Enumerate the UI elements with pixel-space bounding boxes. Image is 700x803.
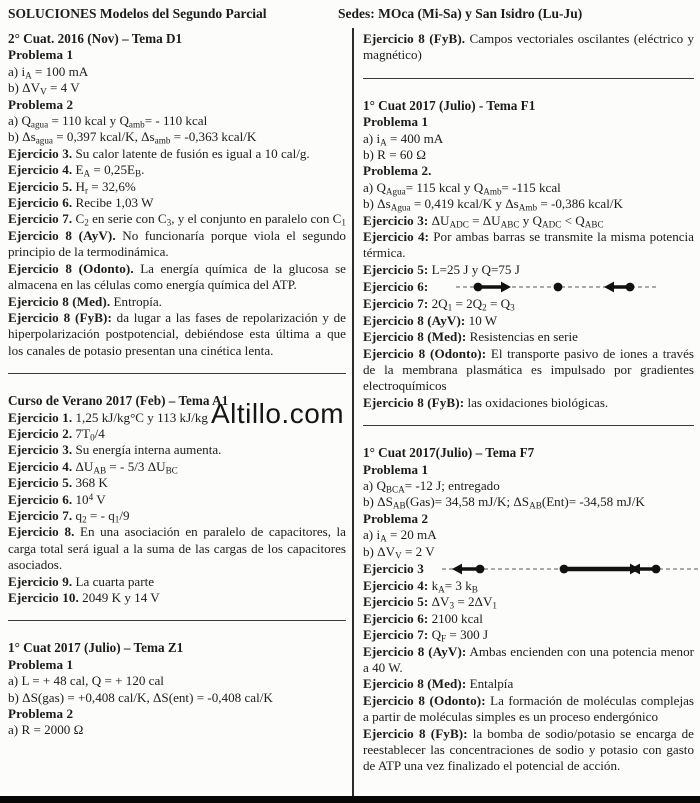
- solution-line: Ejercicio 8 (AyV): 10 W: [363, 312, 498, 328]
- left-column: [8, 31, 346, 739]
- solution-line: Ejercicio 8 (FyB): da lugar a las fases de repolarización y de hiperpolarización postpotencial, debiéndose esta última a que los canales de potasio presentan una cinética lenta.: [8, 309, 346, 358]
- solution-line: Ejercicio 10. 2049 K y 14 V: [8, 590, 160, 605]
- solution-line: b) $\Delta s_{agua} = 0,397$ kcal/K, $\Delta s_{amb} = -0,363$ kcal/K: [8, 129, 257, 146]
- solution-line: b) R = 60 Ω: [363, 147, 426, 163]
- section-title: 1° Cuat 2017 (Julio) - Tema F1: [363, 97, 536, 113]
- section: [8, 640, 346, 738]
- charge-dot-icon: [626, 283, 635, 292]
- solution-line: Ejercicio 5. $H_r = 32,6\%$: [8, 178, 136, 196]
- solution-line: Ejercicio 5: $\Delta V_3 = 2\Delta V_1$: [363, 594, 497, 611]
- solution-line: a) $i_A = 100$ mA: [8, 63, 89, 81]
- solution-line: Problema 1: [363, 114, 429, 130]
- solution-line: Ejercicio 4. $E_A = 0,25E_B$.: [8, 162, 145, 179]
- solution-line: a) L = + 48 cal, Q = + 120 cal: [8, 673, 164, 689]
- solution-line: Ejercicio 8 (AyV). No funcionaría porque viola el segundo principio de la termodinámica.: [8, 227, 346, 260]
- solution-line: Ejercicio 6: 2100 kcal: [363, 610, 483, 626]
- section: [363, 31, 694, 64]
- solution-line: Ejercicio 8 (Odonto): El transporte pasivo de iones a través de la membrana plasmática es impulsado por gradientes electroquímicos: [363, 345, 694, 394]
- exercise-label: Ejercicio 3: [363, 560, 424, 576]
- charge-dot-icon: [554, 283, 563, 292]
- section: [363, 445, 694, 775]
- solution-line: Ejercicio 5: L=25 J y Q=75 J: [363, 261, 520, 277]
- column-divider: [352, 28, 354, 797]
- section-divider: [363, 78, 694, 79]
- solution-line: Ejercicio 3. Su energía interna aumenta.: [8, 442, 222, 458]
- header-sedes: Sedes: MOca (Mi-Sa) y San Isidro (Lu-Ju): [338, 6, 583, 21]
- solution-line: Ejercicio 8 (AyV): Ambas encienden con una potencia menor a 40 W.: [363, 643, 695, 675]
- right-column: [363, 31, 694, 775]
- charge-diagram: [442, 560, 700, 578]
- solution-line: b) $\Delta S_{AB}(Gas)= 34,58$ mJ/K; $\Delta S_{AB}(Ent)= -34,58$ mJ/K: [363, 494, 645, 511]
- solution-line: a) $i_A = 20$ mA: [363, 527, 437, 544]
- solution-line: Ejercicio 3: $\Delta U_{ADC} = \Delta U_{ABC}$ y $Q_{ADC} < Q_{ABC}$: [363, 212, 604, 230]
- solution-line: Problema 2: [8, 706, 74, 722]
- solution-line: Ejercicio 7. $q_2$ = - $q_1/9$: [8, 507, 130, 525]
- solution-line: Ejercicio 1. 1,25 kJ/kg°C y 113 kJ/kg: [8, 409, 208, 425]
- solution-line: b) $\Delta V_V = 2$ V: [363, 543, 435, 561]
- solution-line: Ejercicio 6. Recibe 1,03 W: [8, 195, 154, 211]
- solution-line: Ejercicio 8 (FyB): las oxidaciones biológicas.: [363, 394, 609, 410]
- solution-line: Ejercicio 8 (Med): Resistencias en serie: [363, 329, 578, 345]
- solution-line: Ejercicio 8 (Odonto). La energía química de la glucosa se almacena en las células como energía química del ATP.: [8, 260, 346, 293]
- charge-dot-icon: [559, 565, 568, 574]
- solution-line: Ejercicio 9. La cuarta parte: [8, 573, 155, 589]
- section: [8, 31, 346, 359]
- solution-line: Ejercicio 7: $Q_F = 300$ J: [363, 627, 489, 644]
- solution-line: Problema 1: [8, 656, 74, 672]
- arrow-right-icon: [501, 282, 511, 293]
- solution-line: Problema 2: [8, 96, 74, 112]
- solution-line: Problema 1: [8, 47, 74, 63]
- solution-line: Ejercicio 7: $2Q_1 = 2Q_2 = Q_3$: [363, 296, 515, 313]
- section: [363, 98, 694, 411]
- solution-line: Ejercicio 8 (Med): Entalpía: [363, 676, 514, 692]
- solution-line: Ejercicio 6. $10^4$ V: [8, 491, 106, 507]
- solution-line: a) R = 2000 Ω: [8, 722, 84, 738]
- exercise-label: Ejercicio 6:: [363, 279, 429, 295]
- solution-line: Problema 1: [363, 461, 429, 477]
- solution-line-diagram: [363, 560, 694, 578]
- solution-line: Ejercicio 8 (Med). Entropía.: [8, 293, 162, 309]
- solution-line: a) $i_A = 400$ mA: [363, 130, 444, 148]
- solution-line: Ejercicio 2. $7T_0/4$: [8, 425, 105, 443]
- charge-diagram: [456, 278, 656, 296]
- solution-line: a) $Q_{BCA}= -12$ J; entregado: [363, 477, 500, 495]
- solution-line: Ejercicio 7. $C_2$ en serie con $C_3$, y el conjunto en paralelo con $C_1$: [8, 211, 346, 229]
- solution-line: Ejercicio 4: Por ambas barras se transmite la misma potencia térmica.: [363, 229, 694, 261]
- charge-dot-icon: [651, 565, 660, 574]
- solution-line: Ejercicio 8 (FyB): la bomba de sodio/potasio se encarga de reestablecer las concentraciones de sodio y potasio con gasto de ATP una vez finalizado el potencial de acción.: [363, 725, 694, 774]
- arrow-left-icon: [452, 564, 462, 575]
- solution-line: Problema 2.: [363, 163, 432, 179]
- solution-line: b) $\Delta V_V = 4$ V: [8, 80, 80, 97]
- section-title: 2° Cuat. 2016 (Nov) – Tema D1: [8, 31, 183, 46]
- charge-dot-icon: [475, 565, 484, 574]
- section-title: 1° Cuat 2017 (Julio) – Tema Z1: [8, 640, 184, 656]
- solution-line: Problema 2: [363, 510, 429, 526]
- solution-line: Ejercicio 4. $\Delta U_{AB}$ = - 5/3 $\Delta U_{BC}$: [8, 458, 178, 476]
- solution-line: Ejercicio 8 (Odonto): La formación de moléculas complejas a partir de moléculas simples es un proceso endergónico: [363, 692, 695, 725]
- section-divider: [363, 425, 694, 426]
- watermark: Altillo.com: [211, 398, 345, 429]
- solution-line: b) ΔS(gas) = +0,408 cal/K, ΔS(ent) = -0,408 cal/K: [8, 689, 273, 705]
- section-divider: [8, 620, 346, 621]
- charge-dot-icon: [474, 283, 483, 292]
- solution-line: b) $\Delta s_{Agua} = 0,419$ kcal/K y $\Delta s_{Amb} = -0,386$ kcal/K: [363, 196, 623, 213]
- solution-line: Ejercicio 3. Su calor latente de fusión es igual a 10 cal/g.: [8, 145, 310, 161]
- scan-bottom-edge: [0, 796, 700, 803]
- arrow-left-icon: [604, 282, 614, 293]
- solution-line: Ejercicio 8. En una asociación en paralelo de capacitores, la carga total será igual a la suma de las cargas de los capacitores asociados.: [8, 524, 346, 573]
- section-divider: [8, 373, 346, 374]
- solution-line: a) $Q_{Agua}= 115$ kcal y $Q_{Amb}= -115$ kcal: [363, 179, 561, 197]
- solution-line: a) $Q_{agua} = 110$ kcal y $Q_{amb}= - 110$ kcal: [8, 113, 208, 130]
- section-title: 1° Cuat 2017(Julio) – Tema F7: [363, 445, 535, 461]
- solution-line: Ejercicio 8 (FyB). Campos vectoriales oscilantes (eléctrico y magnético): [363, 31, 695, 63]
- solution-line-diagram: [363, 278, 694, 296]
- solution-line: Ejercicio 4: $k_A= 3$ $k_B$: [363, 577, 478, 595]
- solution-line: Ejercicio 5. 368 K: [8, 475, 108, 491]
- section-title: Curso de Verano 2017 (Feb) – Tema A1: [8, 393, 229, 409]
- page-title: SOLUCIONES Modelos del Segundo Parcial: [8, 6, 267, 21]
